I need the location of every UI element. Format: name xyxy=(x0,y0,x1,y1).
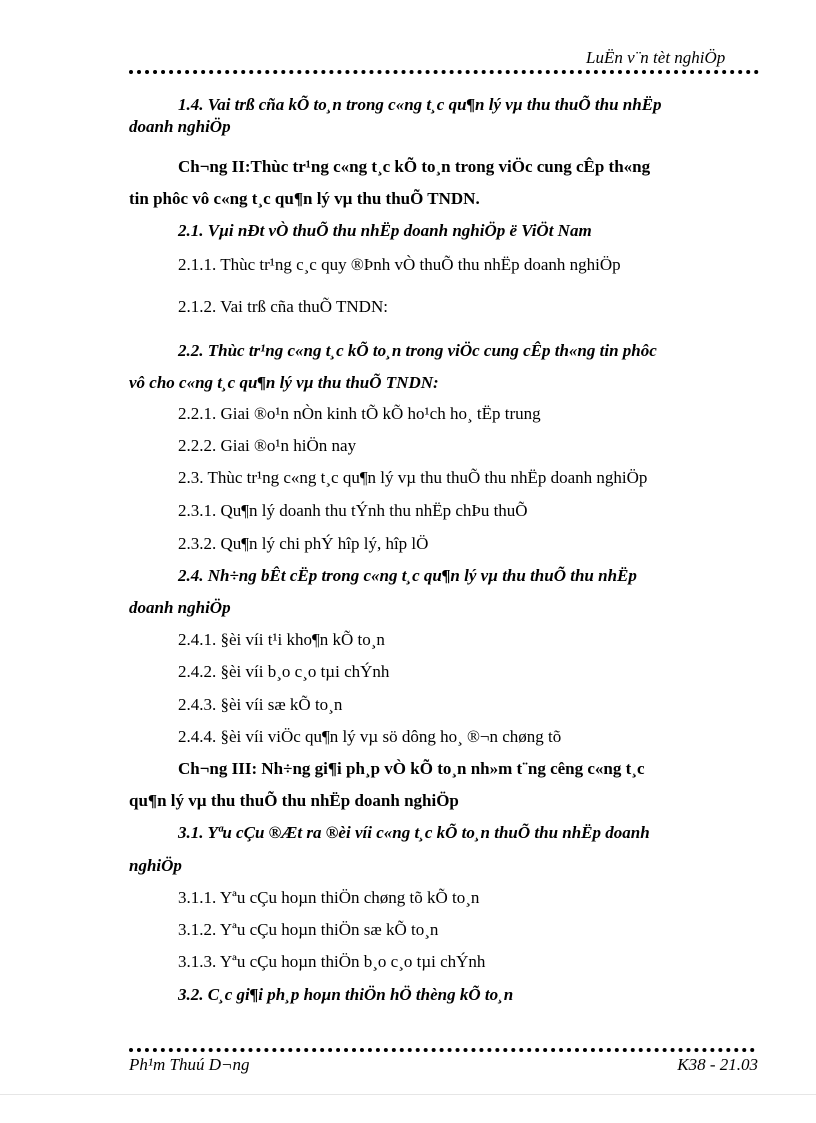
header-dotted-rule xyxy=(129,70,759,74)
toc-heading: 2.4. Nh÷ng bÊt cËp trong c«ng t¸c qu¶n lý vµ thu thuÕ thu nhËp xyxy=(178,566,637,585)
toc-heading: 2.2. Thùc tr¹ng c«ng t¸c kÕ to¸n trong viÖc cung cÊp th«ng tin phôc xyxy=(178,341,657,360)
toc-entry: 2.2.1. Giai ®o¹n nÒn kinh tÕ kÕ ho¹ch ho¸ tËp trung xyxy=(178,404,541,423)
footer-dotted-rule xyxy=(129,1048,755,1052)
toc-entry: 2.4.2. §èi víi b¸o c¸o tµi chÝnh xyxy=(178,662,390,681)
toc-entry: 2.3.2. Qu¶n lý chi phÝ hîp lý, hîp lÖ xyxy=(178,534,429,553)
footer-author: Ph¹m Thuú D¬ng xyxy=(129,1055,250,1074)
toc-heading: 2.1. Vµi nÐt vÒ thuÕ thu nhËp doanh nghiÖp ë ViÖt Nam xyxy=(178,221,592,240)
page-bottom-edge xyxy=(0,1094,816,1095)
toc-heading: vô cho c«ng t¸c qu¶n lý vµ thu thuÕ TNDN: xyxy=(129,373,439,392)
toc-entry: 2.3.1. Qu¶n lý doanh thu tÝnh thu nhËp chÞu thuÕ xyxy=(178,501,528,520)
chapter-heading: qu¶n lý vµ thu thuÕ thu nhËp doanh nghiÖp xyxy=(129,791,459,810)
toc-entry: 2.2.2. Giai ®o¹n hiÖn nay xyxy=(178,436,357,455)
chapter-heading: Ch¬ng II:Thùc tr¹ng c«ng t¸c kÕ to¸n trong viÖc cung cÊp th«ng xyxy=(178,157,651,176)
toc-entry: 2.4.1. §èi víi t¹i kho¶n kÕ to¸n xyxy=(178,630,385,649)
chapter-heading: Ch¬ng III: Nh÷ng gi¶i ph¸p vÒ kÕ to¸n nh»m t¨ng cêng c«ng t¸c xyxy=(178,759,645,778)
toc-entry: 2.1.2. Vai trß cña thuÕ TNDN: xyxy=(178,297,388,316)
toc-entry: 2.1.1. Thùc tr¹ng c¸c quy ®Þnh vÒ thuÕ thu nhËp doanh nghiÖp xyxy=(178,255,621,274)
footer-class-code: K38 - 21.03 xyxy=(677,1055,758,1074)
toc-entry: 2.4.4. §èi víi viÖc qu¶n lý vµ sö dông ho¸ ®¬n chøng tõ xyxy=(178,727,562,746)
toc-heading: 1.4. Vai trß cña kÕ to¸n trong c«ng t¸c qu¶n lý vµ thu thuÕ thu nhËp xyxy=(178,95,662,114)
toc-entry: 3.1.2. Yªu cÇu hoµn thiÖn sæ kÕ to¸n xyxy=(178,920,439,939)
toc-entry: 2.3. Thùc tr¹ng c«ng t¸c qu¶n lý vµ thu thuÕ thu nhËp doanh nghiÖp xyxy=(178,468,648,487)
toc-heading: nghiÖp xyxy=(129,856,182,875)
toc-heading: 3.1. Yªu cÇu ®Æt ra ®èi víi c«ng t¸c kÕ to¸n thuÕ thu nhËp doanh xyxy=(178,823,650,842)
toc-entry: 2.4.3. §èi víi sæ kÕ to¸n xyxy=(178,695,343,714)
toc-heading: 3.2. C¸c gi¶i ph¸p hoµn thiÖn hÖ thèng kÕ to¸n xyxy=(178,985,514,1004)
toc-heading: doanh nghiÖp xyxy=(129,117,231,136)
chapter-heading: tin phôc vô c«ng t¸c qu¶n lý vµ thu thuÕ TNDN. xyxy=(129,189,480,208)
running-header: LuËn v¨n tèt nghiÖp xyxy=(586,48,726,67)
toc-heading: doanh nghiÖp xyxy=(129,598,231,617)
toc-entry: 3.1.1. Yªu cÇu hoµn thiÖn chøng tõ kÕ to¸n xyxy=(178,888,480,907)
toc-entry: 3.1.3. Yªu cÇu hoµn thiÖn b¸o c¸o tµi chÝnh xyxy=(178,952,486,971)
